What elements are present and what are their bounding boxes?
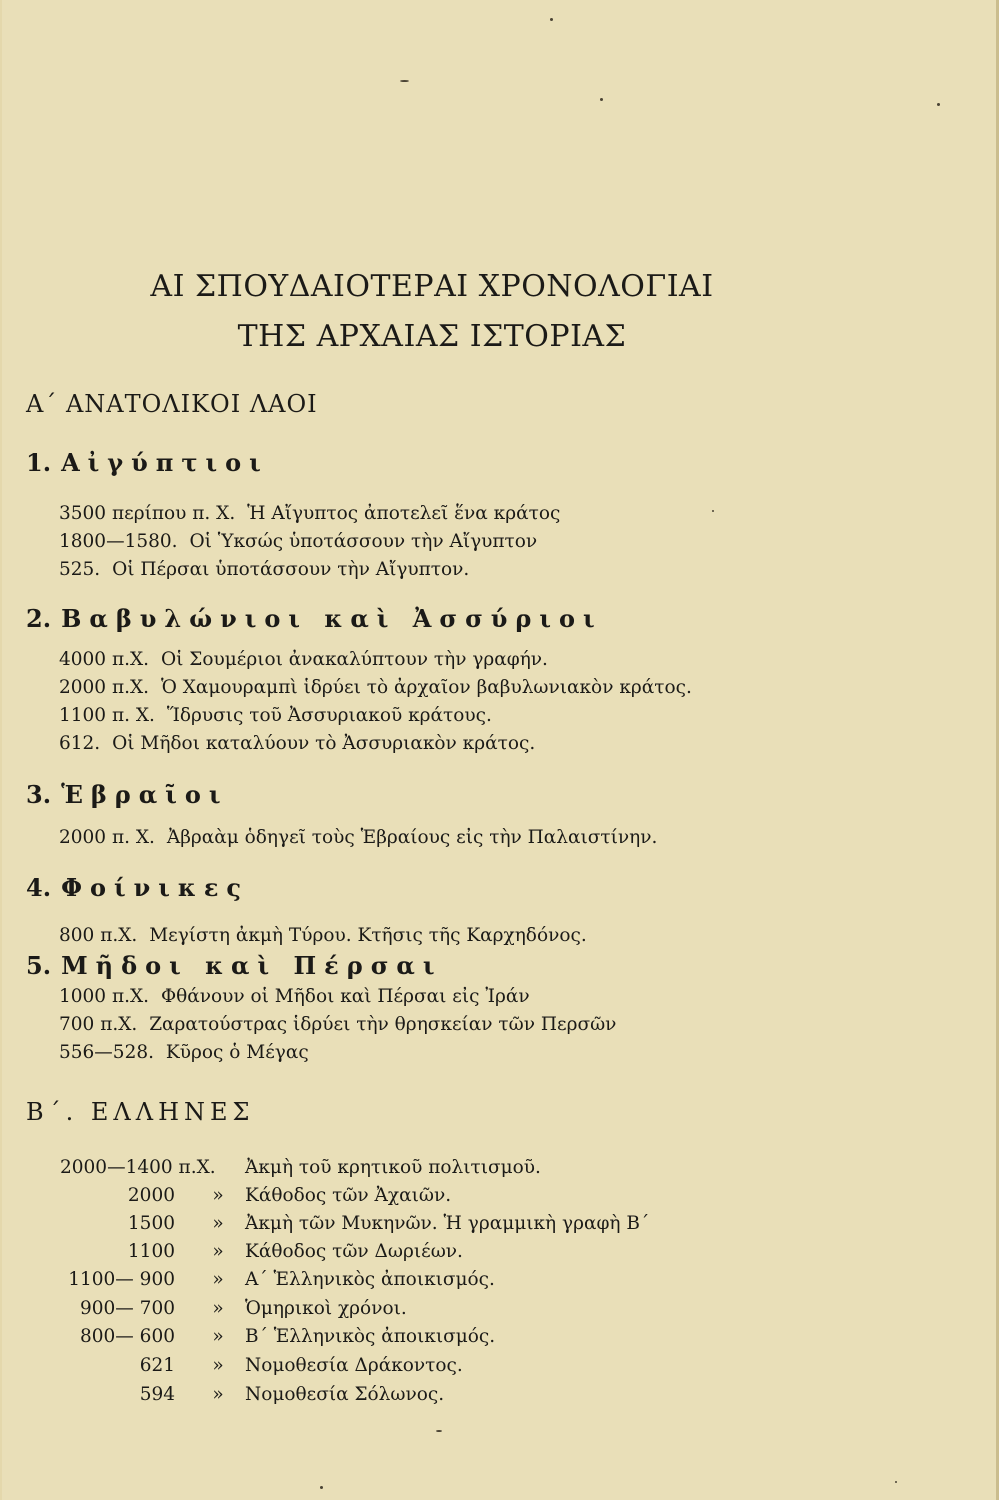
row-date: 1500 [127,1213,175,1234]
entry-date: 1800—1580. [59,531,178,552]
paper-speck [600,98,603,101]
ditto-mark: » [212,1269,224,1290]
table-row [2,1185,999,1213]
title-line-2: ΤΗΣ ΑΡΧΑΙΑΣ ΙΣΤΟΡΙΑΣ [237,319,627,354]
section-number: 2. [26,604,52,633]
entry-date: 700 π.Χ. [59,1014,138,1035]
section-number: 3. [26,780,52,809]
entry-text: Ἡ Αἴγυπτος ἀποτελεῖ ἕνα κράτος [247,503,561,524]
entry-text: Κῦρος ὁ Μέγας [165,1042,309,1063]
entry-date: 800 π.Χ. [59,925,138,946]
entry-date: 1000 π.Χ. [59,986,150,1007]
list-item [59,827,657,848]
section-heading-egyptians [26,448,269,477]
row-date: 1100— 900 [68,1269,175,1290]
row-date: 621 [139,1355,175,1376]
row-text: Κάθοδος τῶν Δωριέων. [245,1241,463,1262]
table-row [2,1213,999,1241]
row-text: Α΄ Ἑλληνικὸς ἀποικισμός. [245,1269,495,1290]
row-text: Ἀκμὴ τοῦ κρητικοῦ πολιτισμοῦ. [245,1157,541,1178]
list-item [59,677,692,698]
entry-text: Οἱ Πέρσαι ὑποτάσσουν τὴν Αἴγυπτον. [112,559,470,580]
entry-text: Ὁ Χαμουραμπὶ ἱδρύει τὸ ἀρχαῖον βαβυλωνιακὸν κράτος. [160,677,692,698]
row-date: 800— 600 [79,1326,175,1347]
section-number: 4. [26,873,52,902]
entry-date: 3500 περίπου π. Χ. [59,503,236,524]
table-row [2,1298,999,1326]
section-number: 1. [26,448,52,477]
list-item [59,733,535,754]
entry-date: 2000 π.Χ. [59,677,150,698]
entry-date: 1100 π. Χ. [59,705,155,726]
ditto-mark: » [212,1185,224,1206]
section-name: Βαβυλώνιοι καὶ Ἀσσύριοι [61,604,603,633]
ditto-mark: » [212,1326,224,1347]
row-text: Νομοθεσία Σόλωνος. [245,1384,445,1405]
entry-text: Μεγίστη ἀκμὴ Τύρου. Κτῆσις τῆς Καρχηδόνος. [149,925,587,946]
row-text: Ἀκμὴ τῶν Μυκηνῶν. Ἡ γραμμικὴ γραφὴ Β΄ [245,1213,650,1234]
page-title [2,262,862,362]
table-row [2,1157,999,1185]
entry-text: Φθάνουν οἱ Μῆδοι καὶ Πέρσαι εἰς Ἰράν [160,986,530,1007]
row-date: 1100 [127,1241,175,1262]
section-name: Μῆδοι καὶ Πέρσαι [61,951,443,980]
list-item [59,1014,616,1035]
section-heading-medes-persians [26,951,442,980]
section-name: Αἰγύπτιοι [61,448,269,477]
section-heading-phoenicians [26,873,249,902]
entry-date: 4000 π.Χ. [59,649,150,670]
list-item [59,503,560,524]
list-item [59,1042,309,1063]
list-item [59,705,492,726]
ditto-mark: » [212,1355,224,1376]
row-date: 2000—1400 π.Χ. [60,1157,216,1178]
row-text: Ὁμηρικοὶ χρόνοι. [245,1298,407,1319]
section-name: Φοίνικες [61,873,250,902]
part-b-heading: Β΄. ΕΛΛΗΝΕΣ [26,1098,255,1126]
entry-date: 612. [59,733,101,754]
list-item [59,925,587,946]
row-text: Νομοθεσία Δράκοντος. [245,1355,463,1376]
table-row [2,1355,999,1383]
list-item [59,649,548,670]
part-a-heading: Α΄ ΑΝΑΤΟΛΙΚΟΙ ΛΑΟΙ [26,390,318,418]
row-text: Β΄ Ἑλληνικὸς ἀποικισμός. [245,1326,496,1347]
entry-text: Οἱ Σουμέριοι ἀνακαλύπτουν τὴν γραφήν. [160,649,548,670]
table-row [2,1384,999,1412]
entry-text: Ἀβραὰμ ὁδηγεῖ τοὺς Ἑβραίους εἰς τὴν Παλαιστίνην. [166,827,658,848]
title-line-1: ΑΙ ΣΠΟΥΔΑΙΟΤΕΡΑΙ ΧΡΟΝΟΛΟΓΙΑΙ [150,269,714,304]
row-date: 594 [139,1384,175,1405]
list-item [59,531,537,552]
section-number: 5. [26,951,52,980]
section-heading-babylonians-assyrians [26,604,603,633]
paper-speck [712,510,714,512]
section-name: Ἑβραῖοι [61,780,229,809]
row-date: 900— 700 [79,1298,175,1319]
entry-date: 525. [59,559,101,580]
row-text: Κάθοδος τῶν Ἀχαιῶν. [245,1185,452,1206]
ditto-mark: » [212,1213,224,1234]
row-date: 2000 [127,1185,175,1206]
list-item [59,986,530,1007]
paper-speck [436,1430,442,1432]
paper-speck [550,18,553,21]
list-item [59,559,469,580]
entry-text: Οἱ Μῆδοι καταλύουν τὸ Ἀσσυριακὸν κράτος. [112,733,536,754]
entry-text: Ζαρατούστρας ἱδρύει τὴν θρησκείαν τῶν Περσῶν [149,1014,617,1035]
entry-text: Οἱ Ὑκσώς ὑποτάσσουν τὴν Αἴγυπτον [189,531,538,552]
entry-text: Ἵδρυσις τοῦ Ἀσσυριακοῦ κράτους. [166,705,492,726]
table-row [2,1326,999,1354]
ditto-mark: » [212,1241,224,1262]
table-row [2,1241,999,1269]
section-heading-hebrews [26,780,228,809]
ditto-mark: » [212,1298,224,1319]
table-row [2,1269,999,1297]
paper-speck [400,80,409,82]
paper-speck [937,103,940,106]
ditto-mark: » [212,1384,224,1405]
paper-speck [320,1486,323,1489]
paper-speck [895,1481,897,1483]
entry-date: 2000 π. Χ. [59,827,155,848]
entry-date: 556—528. [59,1042,155,1063]
